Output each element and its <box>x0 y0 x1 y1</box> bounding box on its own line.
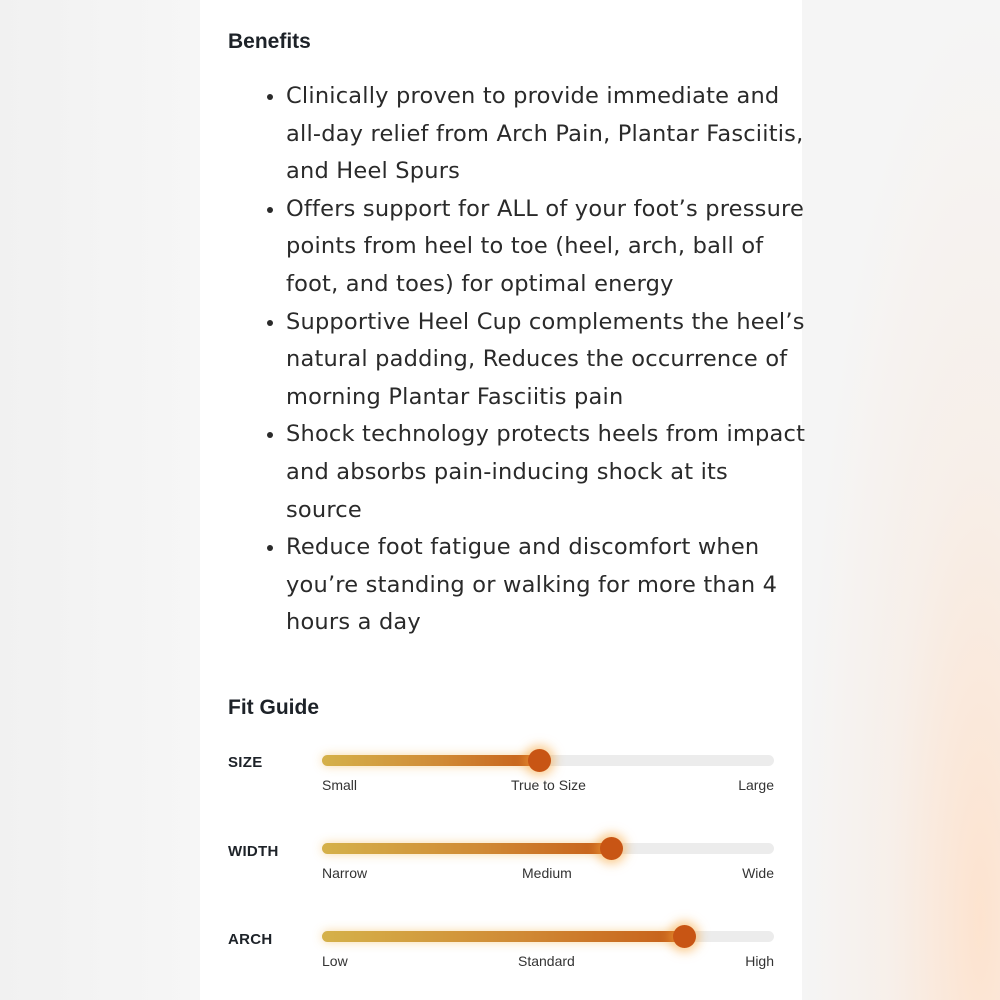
benefits-list <box>262 78 806 642</box>
fit-row-size <box>228 755 788 815</box>
benefit-item: • Shock technology protects heels from impact and absorbs pain-inducing shock at its source <box>286 416 806 529</box>
background-right <box>802 0 1000 1000</box>
size-tick-low: Small <box>322 777 358 793</box>
fit-label-size: SIZE <box>228 754 263 771</box>
width-tick-low: Narrow <box>322 865 368 881</box>
benefit-item: • Clinically proven to provide immediate and all-day relief from Arch Pain, Plantar Fasciitis, and Heel Spurs <box>286 78 806 191</box>
arch-scale-marker <box>673 925 696 948</box>
size-scale-fill <box>322 755 539 766</box>
product-details-panel <box>200 0 806 1000</box>
benefit-item: • Reduce foot fatigue and discomfort when you’re standing or walking for more than 4 hours a day <box>286 529 806 642</box>
arch-scale-fill <box>322 931 684 942</box>
background-left <box>0 0 200 1000</box>
benefits-heading: Benefits <box>228 30 311 53</box>
benefit-item: • Supportive Heel Cup complements the heel’s natural padding, Reduces the occurrence of morning Plantar Fasciitis pain <box>286 304 806 417</box>
width-scale-track <box>322 843 774 854</box>
arch-tick-mid: Standard <box>518 953 575 969</box>
size-tick-mid: True to Size <box>511 777 586 793</box>
size-scale-track <box>322 755 774 766</box>
width-scale-fill <box>322 843 611 854</box>
fit-label-width: WIDTH <box>228 843 279 860</box>
arch-tick-low: Low <box>322 953 348 969</box>
size-scale-marker <box>528 749 551 772</box>
arch-tick-high: High <box>745 953 774 969</box>
width-tick-high: Wide <box>742 865 774 881</box>
fit-label-arch: ARCH <box>228 931 273 948</box>
benefit-item: • Offers support for ALL of your foot’s pressure points from heel to toe (heel, arch, ball of foot, and toes) for optimal energy <box>286 191 806 304</box>
size-tick-high: Large <box>738 777 774 793</box>
fit-guide-heading: Fit Guide <box>228 696 319 719</box>
width-tick-mid: Medium <box>522 865 572 881</box>
width-scale-marker <box>600 837 623 860</box>
fit-row-width <box>228 843 788 903</box>
arch-scale-track <box>322 931 774 942</box>
fit-row-arch <box>228 931 788 991</box>
